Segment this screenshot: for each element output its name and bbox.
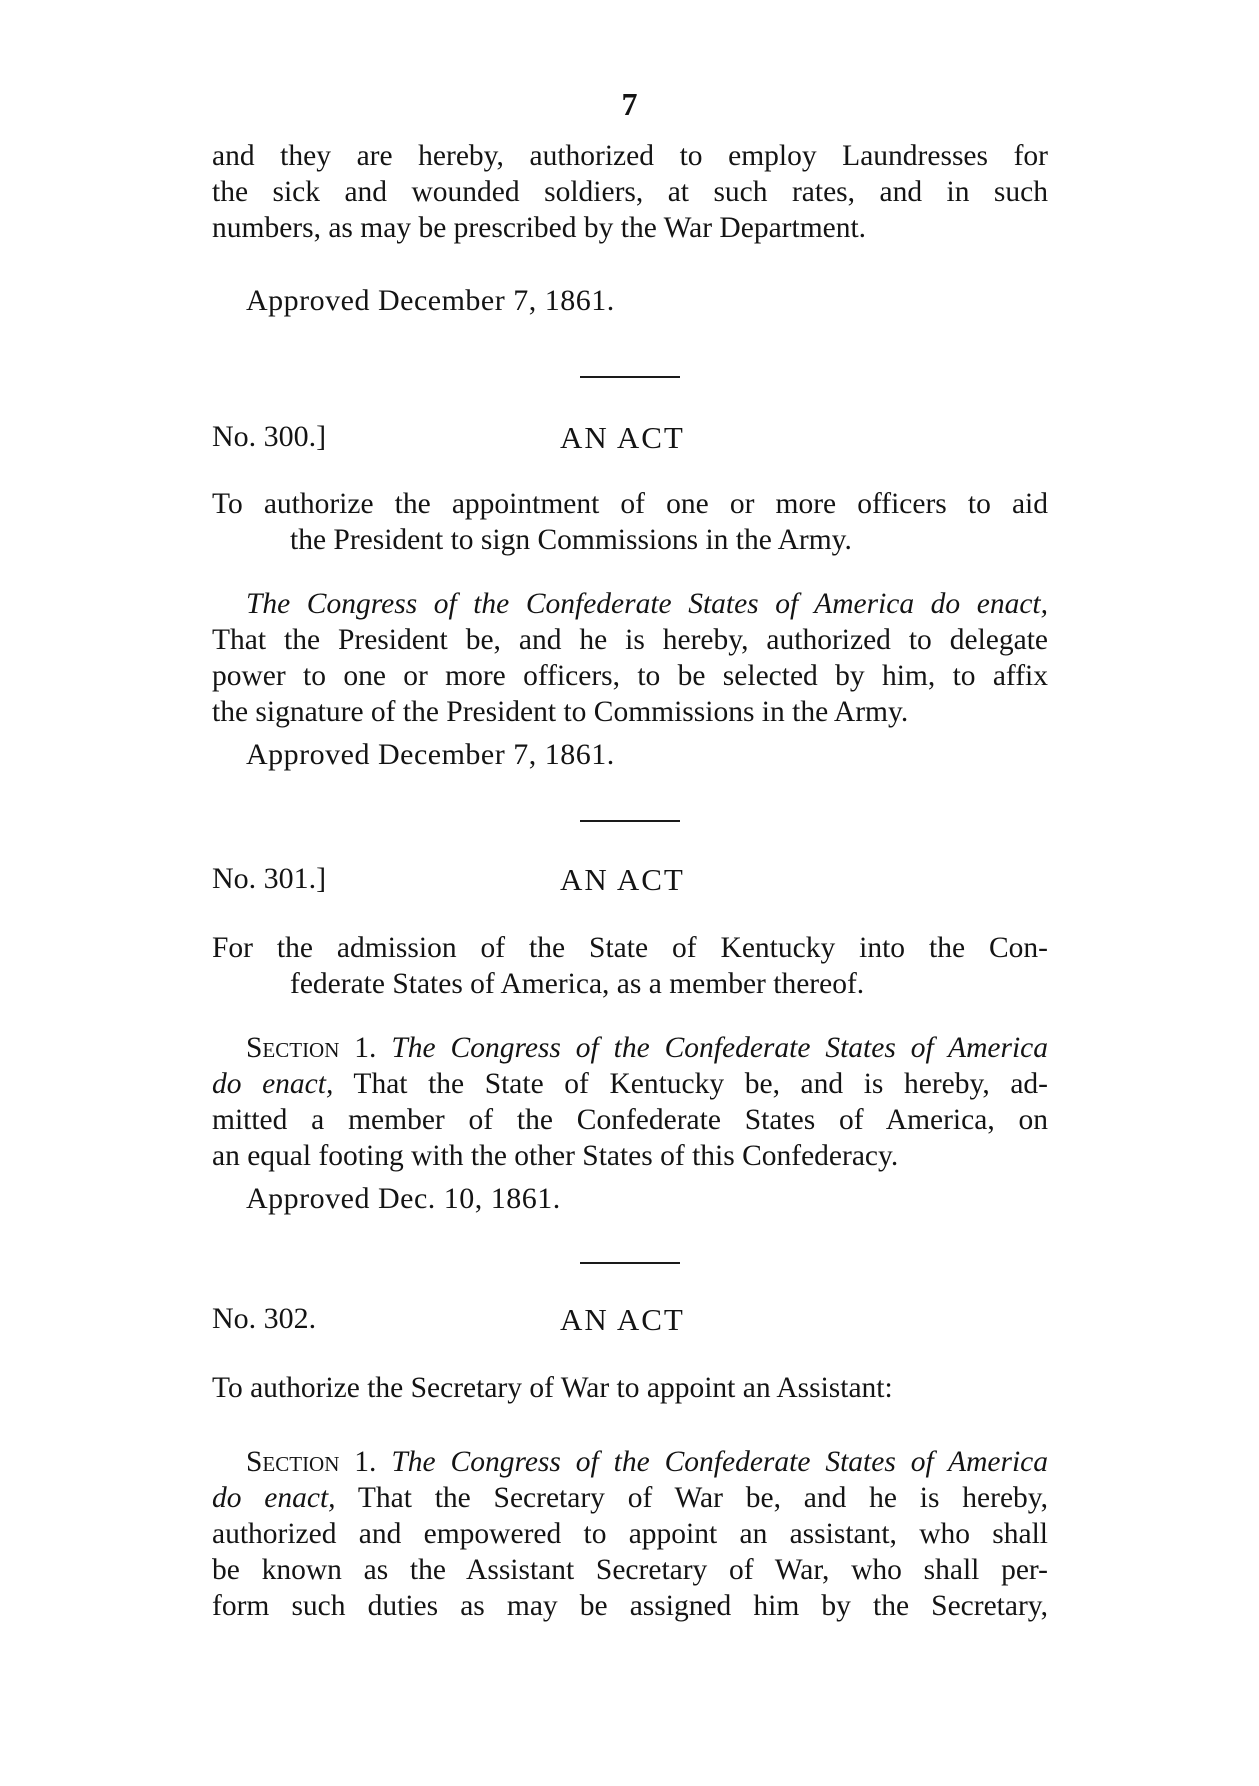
act-301-title [212,930,1048,1002]
act-301-section-label: Section 1. [246,1032,377,1064]
act-301-title-line: federate States of America, as a member thereof. [290,968,865,1000]
act-302-body-first: That the Secretary of War be, and he is hereby, [357,1482,1049,1514]
act-300-body-line: That the President be, and he is hereby, authorized to delegate [212,624,1048,656]
act-300-body-line: the signature of the President to Commissions in the Army. [212,696,909,728]
act-301-enacting-clause-end: do enact, [212,1068,334,1100]
act-300-approved: Approved December 7, 1861. [246,738,615,771]
intro-line: and they are hereby, authorized to employ Laundresses for [212,140,1048,172]
act-300-title-line: To authorize the appointment of one or more officers to aid [212,488,1048,520]
act-300-heading: AN ACT [560,420,685,455]
act-302-body [212,1444,1048,1624]
act-302-body-line: form such duties as may be assigned him by the Secretary, [212,1590,1048,1622]
act-300-body [212,586,1048,730]
act-302-body-line: authorized and empowered to appoint an assistant, who shall [212,1518,1048,1550]
act-300-enacting-clause: The Congress of the Confederate States of America do enact, [246,588,1048,620]
act-301-title-line: For the admission of the State of Kentucky into the Con- [212,932,1048,964]
act-300-title [212,486,1048,558]
act-301-body [212,1030,1048,1174]
act-302-section-line [212,1444,1048,1480]
act-302-section-label: Section 1. [246,1446,377,1478]
intro-line: the sick and wounded soldiers, at such rates, and in such [212,176,1048,208]
act-302-title-line: To authorize the Secretary of War to appoint an Assistant: [212,1372,893,1404]
section-divider [580,376,680,378]
act-301-approved: Approved Dec. 10, 1861. [246,1182,561,1215]
act-300-number: No. 300.] [212,420,327,453]
act-301-body-line: an equal footing with the other States of this Confederacy. [212,1140,899,1172]
act-301-heading: AN ACT [560,862,685,897]
act-300-body-line: power to one or more officers, to be selected by him, to affix [212,660,1048,692]
act-302-enacting-clause-end: do enact, [212,1482,336,1514]
act-301-enacting-line [212,1066,1048,1102]
act-302-body-line: be known as the Assistant Secretary of War, who shall per- [212,1554,1048,1586]
act-300-title-line: the President to sign Commissions in the Army. [290,524,852,556]
act-301-number: No. 301.] [212,862,327,895]
intro-approved: Approved December 7, 1861. [246,284,615,317]
act-302-number: No. 302. [212,1302,317,1335]
act-301-body-line: mitted a member of the Confederate States of America, on [212,1104,1048,1136]
act-302-heading: AN ACT [560,1302,685,1337]
intro-paragraph [212,138,1048,246]
act-302-enacting-clause: The Congress of the Confederate States of America [391,1446,1048,1478]
page-number: 7 [621,86,638,122]
intro-line: numbers, as may be prescribed by the War Department. [212,212,867,244]
act-302-enacting-line [212,1480,1048,1516]
section-divider [580,1262,680,1264]
section-divider [580,820,680,822]
act-302-title [212,1370,1048,1406]
act-301-body-first: That the State of Kentucky be, and is hereby, ad- [353,1068,1048,1100]
act-301-enacting-clause: The Congress of the Confederate States of America [391,1032,1048,1064]
act-301-section-line [212,1030,1048,1066]
